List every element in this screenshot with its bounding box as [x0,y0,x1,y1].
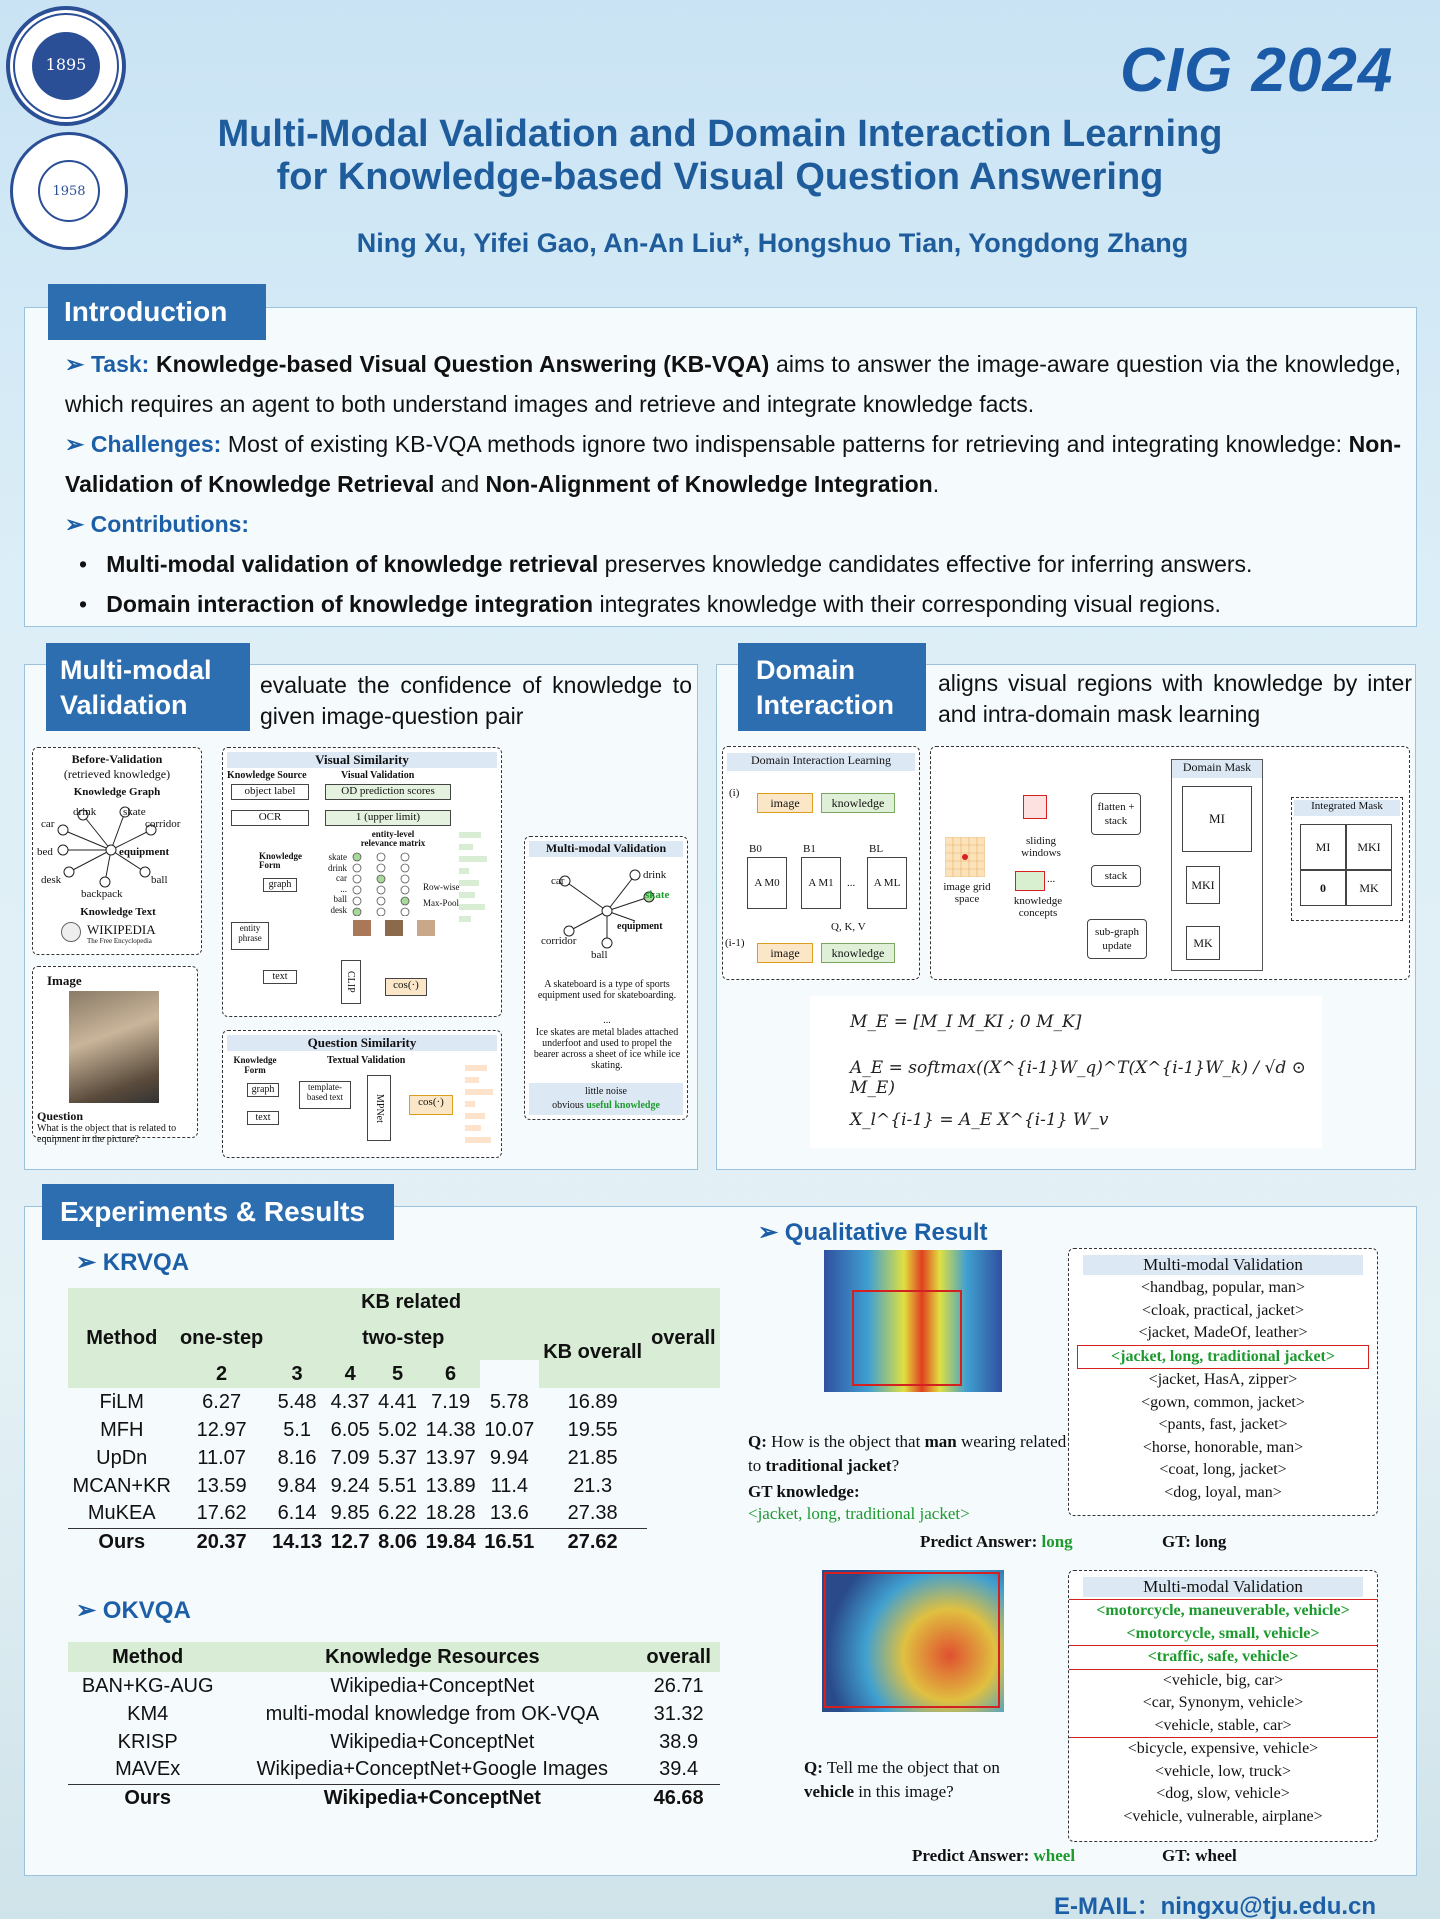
sliding-window [1023,795,1047,819]
ground-truth-1: GT: long [1162,1532,1227,1551]
knowledge-triplet: <pants, fast, jacket> [1158,1416,1288,1433]
image-grid [945,837,985,877]
question-2: Q: Tell me the object that on vehicle in this image? [804,1758,1000,1801]
table-cell: 39.4 [659,1758,699,1781]
di-heading: Domain Interaction [738,643,926,731]
matrix-row-labels: skate drink car ... ball desk [328,852,347,915]
region-thumbnail [353,920,371,936]
table-cell: 5.37 [378,1446,418,1469]
table-cell: 7.19 [431,1390,471,1413]
table-cell: 6.27 [202,1390,242,1413]
table-cell: KRISP [117,1730,178,1753]
table-cell: 20.37 [175,1528,267,1556]
table-cell: 9.24 [330,1474,370,1497]
table-cell: 13.89 [425,1474,476,1497]
table-cell: MAVEx [115,1758,181,1781]
table-cell: 9.94 [489,1446,529,1469]
prediction-2: Predict Answer: wheel [912,1846,1076,1865]
table-cell: MFH [100,1418,144,1441]
before-validation-box: Before-Validation (retrieved knowledge) Knowledge Graph drink skate car corridor bed equipment desk ball backpack Knowledge Text WIKIPEDIA The Free Encyclopedia [32,747,202,955]
knowledge-text-1: A skateboard is a type of sports equipment used for skateboarding. [537,979,677,1001]
kg-node: backpack [81,888,123,900]
table-cell: KM4 [127,1702,169,1725]
knowledge-triplet: <bicycle, expensive, vehicle> [1127,1740,1319,1757]
table-cell: 9.84 [277,1474,317,1497]
table-cell: 21.85 [567,1446,618,1469]
table-cell: 5.48 [277,1390,317,1413]
table-cell: 16.51 [480,1528,539,1556]
knowledge-triplet: <jacket, HasA, zipper> [1148,1371,1298,1388]
table-cell: 4.37 [330,1390,370,1413]
question-similarity-bars [461,1061,497,1151]
authors: Ning Xu, Yifei Gao, An-An Liu*, Hongshuo Tian, Yongdong Zhang [356,228,1189,258]
mmv-description: evaluate the confidence of knowledge to given image-question pair [260,672,692,729]
table-cell: MCAN+KR [72,1474,171,1497]
krvqa-table: Method KB related overall one-step two-step KB overall 2 3 4 5 6 FiLM 6.27 5.48 4.37 4.41 7.19 5.78 16.89 MFH 12.97 5.1 6.05 5.02 14.38 10.07 19.55 UpDn 11.07 8.16 7.09 5.37 13.97 9.94 21.85 MCAN+KR 13.59 9.84 9.24 5.51 13.89 11.4 21.3 MuKEA 17.62 6.14 9.85 6.22 18.28 13.6 27.38 Ours 20.37 14.13 12.7 8.06 19.84 16.51 27.62 [68,1288,720,1556]
knowledge-triplet: <vehicle, big, car> [1069,1669,1377,1693]
table-cell: UpDn [96,1446,148,1469]
table-cell: 18.28 [425,1502,476,1525]
knowledge-triplet: <vehicle, stable, car> [1069,1715,1377,1739]
mmv-output-box: Multi-modal Validation car drink skate equipment corridor ball A skateboard is a type of sports equipment used for skateboarding. ... Ice skates are metal blades attached underfoot and used to propel the bearer across a sheet of ice while ice skating. little noise obvious useful knowledge [524,836,688,1120]
knowledge-triplet: <gown, common, jacket> [1141,1393,1305,1411]
contribution-1: • Multi-modal validation of knowledge retrieval preserves knowledge candidates effective for inferring answers. [79,551,1253,577]
table-row [68,1444,720,1472]
mmv-list-1: Multi-modal Validation <handbag, popular, man> <cloak, practical, jacket> <jacket, MadeOf, leather> <jacket, long, traditional jacket> <jacket, HasA, zipper> <gown, common, jacket> <pants, fast, jacket> <horse, honorable, man> <coat, long, jacket> <dog, loyal, man> [1068,1248,1378,1516]
knowledge-triplet: <coat, long, jacket> [1159,1461,1287,1478]
table-row [68,1388,720,1416]
introduction-panel [24,307,1417,627]
table-cell: 5.78 [489,1390,529,1413]
street-heatmap-image [824,1250,1002,1392]
qualitative-heading: ➢ Qualitative Result [758,1219,988,1246]
kg-node: bed [37,846,53,858]
mmv-list-2: Multi-modal Validation <motorcycle, maneuverable, vehicle> <motorcycle, small, vehicle> <traffic, safe, vehicle> <vehicle, big, car> <car, Synonym, vehicle> <vehicle, stable, car> <bicycle, expensive, vehicle> <vehicle, low, truck> <dog, slow, vehicle> <vehicle, vulnerable, airplane> [1068,1570,1378,1842]
okvqa-table: Method Knowledge Resources overall BAN+KG-AUG Wikipedia+ConceptNet 26.71 KM4 multi-modal knowledge from OK-VQA 31.32 KRISP Wikipedia+ConceptNet 38.9 MAVEx Wikipedia+ConceptNet+Google Images 39.4 Ours Wikipedia+ConceptNet 46.68 [68,1642,720,1812]
table-cell: 5.51 [378,1474,418,1497]
table-cell: BAN+KG-AUG [81,1674,214,1697]
table-row [68,1728,720,1756]
table-cell: 21.3 [573,1474,613,1497]
contributions-label: ➢ Contributions: [65,511,250,537]
region-thumbnail [385,920,403,936]
title-line-1: Multi-Modal Validation and Domain Interaction Learning [217,113,1223,155]
knowledge-triplet: <horse, honorable, man> [1142,1438,1304,1456]
knowledge-triplet: <vehicle, vulnerable, airplane> [1123,1807,1323,1825]
krvqa-heading: ➢ KRVQA [76,1249,190,1276]
equations-box [810,996,1322,1148]
kg-node: drink [73,806,97,818]
table-cell: 11.4 [490,1474,529,1497]
question-similarity-box: Question Similarity Knowledge Form Textual Validation graph text template-based text MPNet cos(·) [222,1030,502,1158]
kg-node: skate [123,806,146,818]
knowledge-triplet: <traffic, safe, vehicle> [1147,1648,1299,1665]
image-question-box: Image Question What is the object that is related to equipment in the picture? [32,966,198,1138]
knowledge-triplet: <dog, slow, vehicle> [1156,1785,1290,1802]
table-cell: 8.16 [277,1446,317,1469]
tju-logo [6,6,126,126]
table-cell: 4.41 [378,1390,418,1413]
table-cell: 38.9 [659,1730,699,1753]
domain-interaction-learning-box: Domain Interaction Learning (i) image knowledge B0 B1 BL A M0 A M1 ... A ML Q, K, V (i-1) image knowledge [722,746,920,980]
mask-construction-box: image grid space sliding windows ... knowledge concepts flatten + stack stack sub-graph update Domain Mask MI MKI MK Integrated Mask MI MKI 0 MK [930,746,1410,980]
ground-truth-2: GT: wheel [1162,1846,1237,1865]
table-cell: Wikipedia+ConceptNet+Google Images [256,1758,608,1781]
table-cell: 14.38 [425,1418,476,1441]
equation-1: M_E = [M_I M_KI ; 0 M_K] [850,1012,1082,1032]
table-cell: 27.62 [539,1528,647,1556]
svg-text:1958: 1958 [52,184,86,199]
table-cell: 11.07 [197,1446,246,1469]
table-cell: 6.05 [330,1418,370,1441]
graph-node: skate [645,889,670,901]
svg-text:1895: 1895 [45,55,87,74]
table-cell: 16.89 [567,1390,618,1413]
skateboard-photo [69,991,159,1103]
table-cell: 7.09 [330,1446,370,1469]
experiments-heading: Experiments & Results [42,1184,394,1240]
knowledge-triplet: <motorcycle, small, vehicle> [1069,1623,1377,1647]
motorcycle-heatmap-image [822,1570,1004,1712]
table-cell: FiLM [99,1390,144,1413]
okvqa-heading: ➢ OKVQA [76,1597,191,1624]
graph-node: equipment [617,921,663,932]
di-description: aligns visual regions with knowledge by inter and intra-domain mask learning [938,670,1412,727]
graph-node: drink [643,869,667,881]
table-row [68,1784,720,1812]
table-cell: 19.55 [567,1418,618,1441]
table-cell: 5.02 [378,1418,418,1441]
relevance-matrix [349,852,429,916]
table-cell: 46.68 [637,1784,720,1812]
table-cell: 9.85 [330,1502,370,1525]
table-cell: 19.84 [421,1528,480,1556]
visual-similarity-box: Visual Similarity Knowledge Source Visual Validation object label OD prediction scores OCR 1 (upper limit) entity-level relevance matrix Knowledge Form graph entity phrase text skate drink car ... ball desk Row-wise Max-Pool CLIP cos(·) [222,747,502,1017]
table-row [68,1528,720,1556]
question-1: Q: How is the object that man wearing related to traditional jacket? [748,1432,1067,1475]
knowledge-triplet: <car, Synonym, vehicle> [1142,1694,1304,1711]
introduction-heading: Introduction [48,284,266,340]
table-row [68,1416,720,1444]
graph-node: corridor [541,935,577,947]
table-cell: Wikipedia+ConceptNet [330,1674,535,1697]
table-cell: 12.7 [326,1528,373,1556]
task-item: ➢ Task: Knowledge-based Visual Question Answering (KB-VQA) aims to answer the image-aware question via the knowledge, which requires an agent to both understand images and retrieve and integrate knowledge facts. [65,351,1402,417]
table-cell: 17.62 [196,1502,247,1525]
kg-node: ball [151,874,168,886]
equation-2: A_E = softmax((X^{i-1}W_q)^T(X^{i-1}W_k) / √d ⊙ M_E) [850,1058,1306,1098]
table-cell: 27.38 [567,1502,618,1525]
title-line-2: for Knowledge-based Visual Question Answering [276,156,1164,198]
kg-node: desk [41,874,62,886]
table-cell: 6.14 [277,1502,317,1525]
kg-node: equipment [119,846,170,858]
table-cell: Wikipedia+ConceptNet [330,1730,535,1753]
table-cell: Wikipedia+ConceptNet [227,1784,637,1812]
gt-knowledge-value: <jacket, long, traditional jacket> [748,1504,970,1523]
contribution-2: • Domain interaction of knowledge integration integrates knowledge with their corresponding visual regions. [79,591,1221,617]
cig-logo: CIG 2024 [1120,36,1394,105]
prediction-1: Predict Answer: long [920,1532,1073,1551]
table-cell: 13.6 [489,1502,529,1525]
knowledge-triplet: <jacket, MadeOf, leather> [1138,1324,1308,1341]
knowledge-triplet: <cloak, practical, jacket> [1142,1301,1304,1319]
graph-node: ball [591,949,608,961]
graph-node: car [551,875,565,887]
table-cell: multi-modal knowledge from OK-VQA [265,1702,600,1725]
knowledge-triplet: <dog, loyal, man> [1164,1483,1282,1501]
table-cell: 12.97 [196,1418,247,1441]
similarity-bars [455,828,491,938]
knowledge-triplet: <motorcycle, maneuverable, vehicle> [1069,1599,1377,1623]
table-cell: 8.06 [374,1528,421,1556]
table-cell: 5.1 [283,1418,311,1441]
table-cell: 14.13 [268,1528,327,1556]
wikipedia-globe-icon [61,922,81,942]
gt-knowledge-label: GT knowledge: [748,1482,860,1501]
email[interactable]: E-MAIL：ningxu@tju.edu.cn [1054,1893,1377,1919]
table-cell: 26.71 [653,1674,704,1697]
table-row [68,1700,720,1728]
equation-3: X_l^{i-1} = A_E X^{i-1} W_v [850,1110,1109,1130]
challenges-item: ➢ Challenges: Most of existing KB-VQA methods ignore two indispensable patterns for retrieving and integrating knowledge: Non-Validation of Knowledge Retrieval and Non-Alignment of Knowledge Integration. [65,431,1401,497]
table-cell: 6.22 [378,1502,418,1525]
knowledge-triplet: <handbag, popular, man> [1140,1279,1306,1296]
knowledge-triplet: <jacket, long, traditional jacket> [1077,1345,1369,1370]
table-cell: 10.07 [484,1418,535,1441]
table-cell: MuKEA [87,1502,156,1525]
table-row [68,1672,720,1700]
table-cell: Ours [68,1528,175,1556]
region-thumbnail [417,920,435,936]
knowledge-triplet: <vehicle, low, truck> [1154,1762,1292,1780]
knowledge-text-2: Ice skates are metal blades attached underfoot and used to propel the bearer across a sheet of ice while ice skating. [533,1027,681,1071]
table-row [68,1500,720,1528]
table-cell: 13.97 [425,1446,476,1469]
table-row [68,1756,720,1784]
table-cell: 31.32 [653,1702,704,1725]
kg-node: corridor [145,818,181,830]
mmv-heading: Multi-modal Validation [46,643,250,731]
table-cell: Ours [68,1784,227,1812]
table-row [68,1472,720,1500]
kg-node: car [41,818,55,830]
knowledge-concept-boxes [1015,871,1045,891]
table-cell: 13.59 [196,1474,247,1497]
